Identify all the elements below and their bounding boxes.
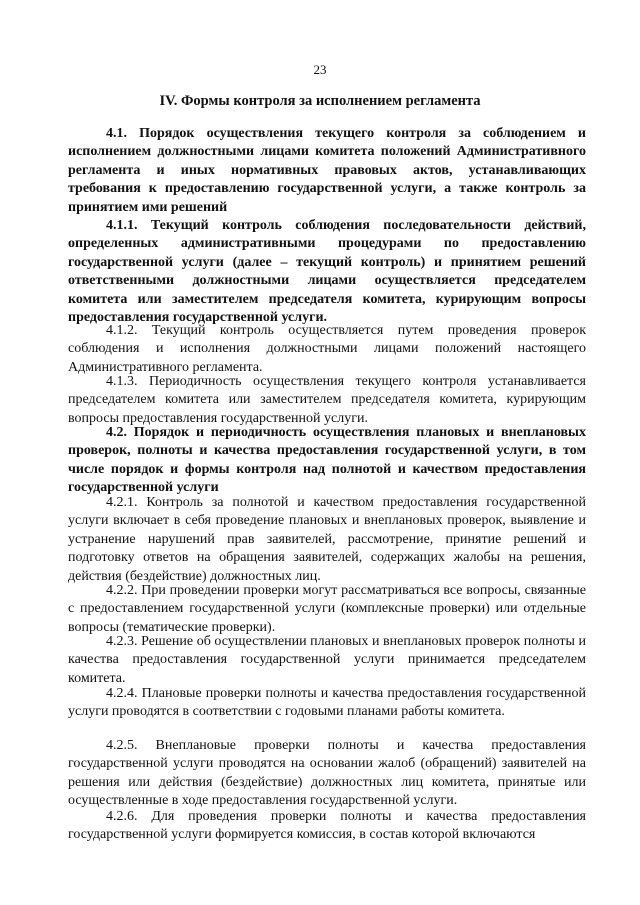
paragraph-4-2-5: 4.2.5. Внеплановые проверки полноты и качества предоставления государственной услуги проводятся на основании жалоб (обращений) заявителей на решения или действия (бездействие) должностных лиц комитета, принятые или осуществленные в ходе предоставления государственной услуги.	[68, 738, 586, 809]
paragraph-4-2-2: 4.2.2. При проведении проверки могут рассматриваться все вопросы, связанные с предоставлением государственной услуги (комплексные проверки) или отдельные вопросы (тематические проверки).	[68, 583, 586, 635]
paragraph-4-1: 4.1. Порядок осуществления текущего контроля за соблюдением и исполнением должностными лицами комитета положений Административного регламента и иных нормативных правовых актов, устанавливающих требования к предоставлению государственной услуги, а также контроль за принятием ими решений	[68, 126, 586, 215]
paragraph-4-2: 4.2. Порядок и периодичность осуществления плановых и внеплановых проверок, полноты и качества предоставления государственной услуги, в том числе порядок и формы контроля над полнотой и качеством предоставления государственной услуги	[68, 425, 586, 496]
page-number: 23	[313, 62, 327, 77]
paragraph-4-2-4: 4.2.4. Плановые проверки полноты и качества предоставления государственной услуги проводятся в соответствии с годовыми планами работы комитета.	[68, 686, 586, 720]
paragraph-4-2-6: 4.2.6. Для проведения проверки полноты и качества предоставления государственной услуги формируется комиссия, в состав которой включаются	[68, 809, 586, 843]
paragraph-4-2-1: 4.2.1. Контроль за полнотой и качеством предоставления государственной услуги включает в себя проведение плановых и внеплановых проверок, выявление и устранение нарушений прав заявителей, рассмотрение, принятие решений и подготовку ответов на обращения заявителей, содержащих жалобы на решения, действия (бездействие) должностных лиц.	[68, 495, 586, 584]
paragraph-4-1-2: 4.1.2. Текущий контроль осуществляется путем проведения проверок соблюдения и исполнения должностными лицами положений настоящего Административного регламента.	[68, 323, 586, 375]
paragraph-4-2-3: 4.2.3. Решение об осуществлении плановых и внеплановых проверок полноты и качества предоставления государственной услуги принимается председателем комитета.	[68, 634, 586, 686]
paragraph-4-1-3: 4.1.3. Периодичность осуществления текущего контроля устанавливается председателем комитета или заместителем председателя комитета, курирующим вопросы предоставления государственной услуги.	[68, 374, 586, 426]
section-title: IV. Формы контроля за исполнением регламента	[159, 93, 481, 109]
paragraph-4-1-1: 4.1.1. Текущий контроль соблюдения последовательности действий, определенных административными процедурами по предоставлению государственной услуги (далее – текущий контроль) и принятием решений ответственными должностными лицами осуществляется председателем комитета или заместителем председателя комитета, курирующим вопросы предоставления государственной услуги.	[68, 218, 586, 326]
